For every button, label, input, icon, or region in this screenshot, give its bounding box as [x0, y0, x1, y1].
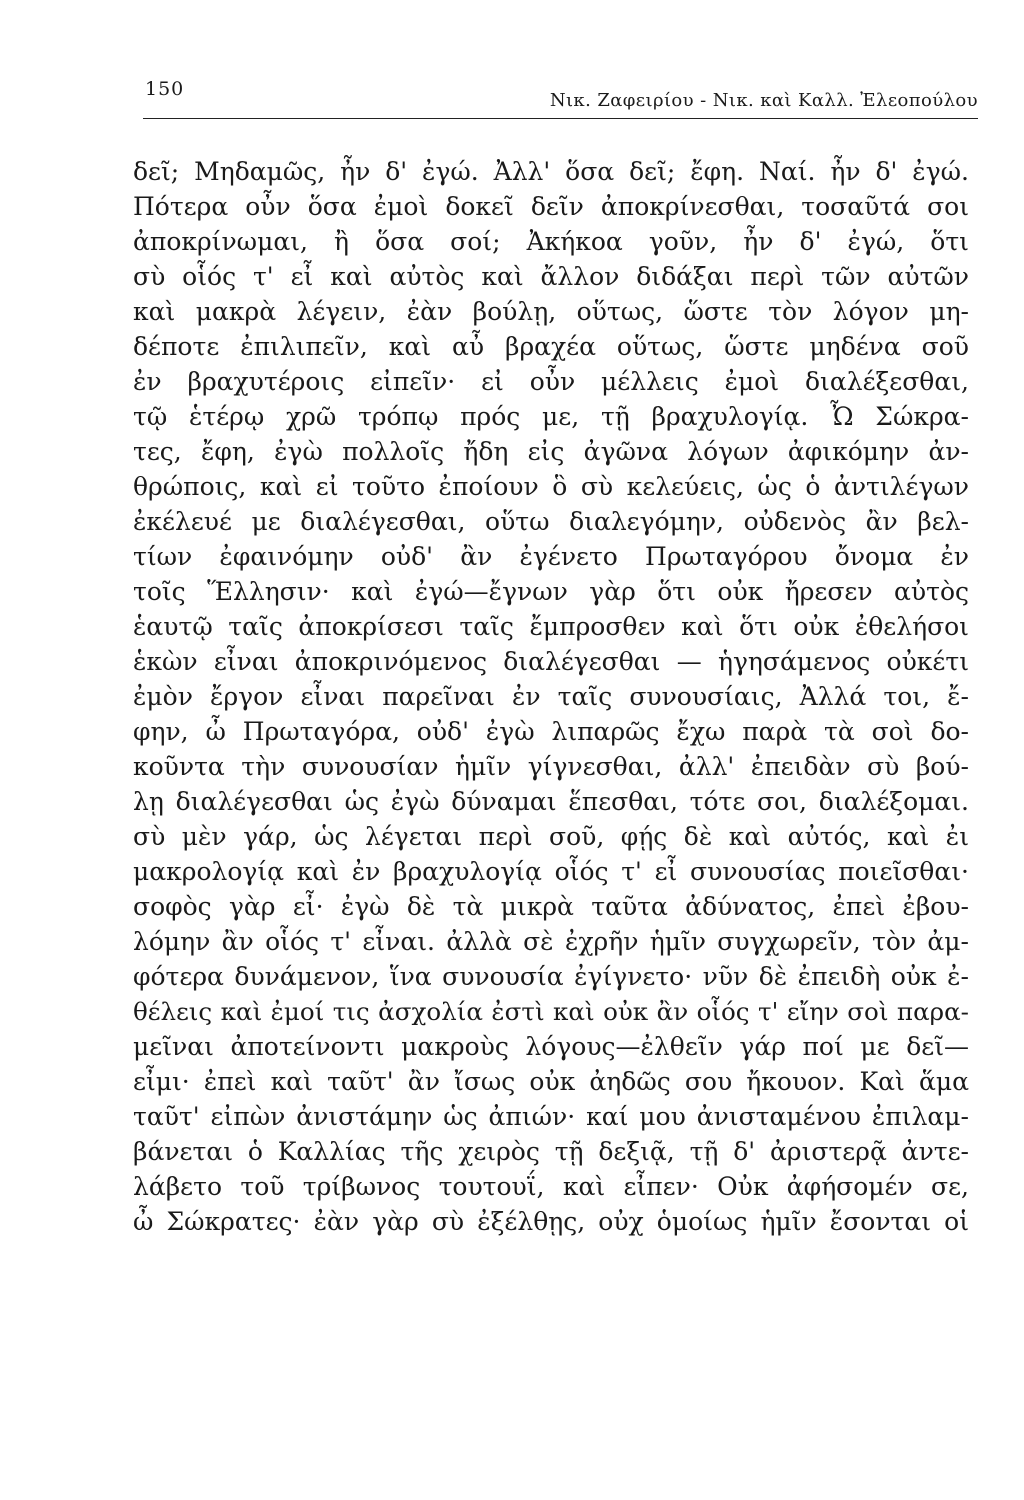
text-line: ἀποκρίνωμαι, ἢ ὅσα σοί; Ἀκήκοα γοῦν, ἦν δ' ἐγώ, ὅτι	[133, 227, 969, 256]
text-line: δέποτε ἐπιλιπεῖν, καὶ αὖ βραχέα οὕτως, ὥστε μηδένα σοῦ	[133, 332, 969, 361]
text-line: καὶ μακρὰ λέγειν, ἐὰν βούλῃ, οὕτως, ὥστε τὸν λόγον μη-	[133, 297, 969, 326]
text-line: σὺ μὲν γάρ, ὡς λέγεται περὶ σοῦ, φῄς δὲ καὶ αὐτός, καὶ ἐι	[133, 822, 969, 851]
text-line: τίων ἐφαινόμην οὐδ' ἂν ἐγένετο Πρωταγόρου ὄνομα ἐν	[133, 542, 969, 571]
text-line: λόμην ἂν οἷός τ' εἶναι. ἀλλὰ σὲ ἐχρῆν ἡμῖν συγχωρεῖν, τὸν ἀμ-	[133, 927, 969, 956]
text-line: ἐκέλευέ με διαλέγεσθαι, οὕτω διαλεγόμην, οὐδενὸς ἂν βελ-	[133, 507, 969, 536]
text-line: ἐν βραχυτέροις εἰπεῖν· εἰ οὖν μέλλεις ἐμοὶ διαλέξεσθαι,	[133, 367, 969, 396]
text-line: φην, ὦ Πρωταγόρα, οὐδ' ἐγὼ λιπαρῶς ἔχω παρὰ τὰ σοὶ δο-	[133, 717, 969, 746]
page-number: 150	[145, 78, 185, 100]
text-line: ἑκὼν εἶναι ἀποκρινόμενος διαλέγεσθαι — ἡγησάμενος οὐκέτι	[133, 647, 969, 676]
text-line: βάνεται ὁ Καλλίας τῆς χειρὸς τῇ δεξιᾷ, τῇ δ' ἀριστερᾷ ἀντε-	[133, 1137, 969, 1166]
text-line: τοῖς Ἕλλησιν· καὶ ἐγώ—ἔγνων γὰρ ὅτι οὐκ ἤρεσεν αὐτὸς	[133, 577, 969, 606]
text-line: τῷ ἑτέρῳ χρῶ τρόπῳ πρός με, τῇ βραχυλογίᾳ. Ὦ Σώκρα-	[133, 402, 969, 431]
text-line: φότερα δυνάμενον, ἵνα συνουσία ἐγίγνετο· νῦν δὲ ἐπειδὴ οὐκ ἐ-	[133, 962, 969, 991]
text-line: εἶμι· ἐπεὶ καὶ ταῦτ' ἂν ἴσως οὐκ ἀηδῶς σου ἤκουον. Καὶ ἅμα	[133, 1067, 969, 1096]
text-line: μεῖναι ἀποτείνοντι μακροὺς λόγους—ἐλθεῖν γάρ ποί με δεῖ—	[133, 1032, 969, 1061]
text-line: θρώποις, καὶ εἰ τοῦτο ἐποίουν ὃ σὺ κελεύεις, ὡς ὁ ἀντιλέγων	[133, 472, 969, 501]
text-line: σοφὸς γὰρ εἶ· ἐγὼ δὲ τὰ μικρὰ ταῦτα ἀδύνατος, ἐπεὶ ἐβου-	[133, 892, 969, 921]
text-line: ταῦτ' εἰπὼν ἀνιστάμην ὡς ἀπιών· καί μου ἀνισταμένου ἐπιλαμ-	[133, 1102, 969, 1131]
text-line: Πότερα οὖν ὅσα ἐμοὶ δοκεῖ δεῖν ἀποκρίνεσθαι, τοσαῦτά σοι	[133, 192, 969, 221]
text-line: μακρολογίᾳ καὶ ἐν βραχυλογίᾳ οἷός τ' εἶ συνουσίας ποιεῖσθαι·	[133, 857, 969, 886]
text-line: ὦ Σώκρατες· ἐὰν γὰρ σὺ ἐξέλθῃς, οὐχ ὁμοίως ἡμῖν ἔσονται οἱ	[133, 1207, 969, 1236]
text-line: κοῦντα τὴν συνουσίαν ἡμῖν γίγνεσθαι, ἀλλ' ἐπειδὰν σὺ βού-	[133, 752, 969, 781]
text-line: ἑαυτῷ ταῖς ἀποκρίσεσι ταῖς ἔμπροσθεν καὶ ὅτι οὐκ ἐθελήσοι	[133, 612, 969, 641]
text-line: θέλεις καὶ ἐμοί τις ἀσχολία ἐστὶ καὶ οὐκ ἂν οἷός τ' εἴην σοὶ παρα-	[133, 997, 969, 1026]
text-line: λῃ διαλέγεσθαι ὡς ἐγὼ δύναμαι ἕπεσθαι, τότε σοι, διαλέξομαι.	[133, 787, 969, 816]
text-line: δεῖ; Μηδαμῶς, ἦν δ' ἐγώ. Ἀλλ' ὅσα δεῖ; ἔφη. Ναί. ἦν δ' ἐγώ.	[133, 157, 969, 186]
body-text	[133, 154, 969, 1239]
text-line: ἐμὸν ἔργον εἶναι παρεῖναι ἐν ταῖς συνουσίαις, Ἀλλά τοι, ἔ-	[133, 682, 969, 711]
text-line: σὺ οἷός τ' εἶ καὶ αὐτὸς καὶ ἄλλον διδάξαι περὶ τῶν αὐτῶν	[133, 262, 969, 291]
header-rule	[143, 118, 978, 119]
running-head: Νικ. Ζαφειρίου - Νικ. καὶ Καλλ. Ἐλεοπούλου	[549, 90, 978, 111]
text-line: λάβετο τοῦ τρίβωνος τουτουΐ, καὶ εἶπεν· Οὐκ ἀφήσομέν σε,	[133, 1172, 969, 1201]
text-line: τες, ἔφη, ἐγὼ πολλοῖς ἤδη εἰς ἀγῶνα λόγων ἀφικόμην ἀν-	[133, 437, 969, 466]
